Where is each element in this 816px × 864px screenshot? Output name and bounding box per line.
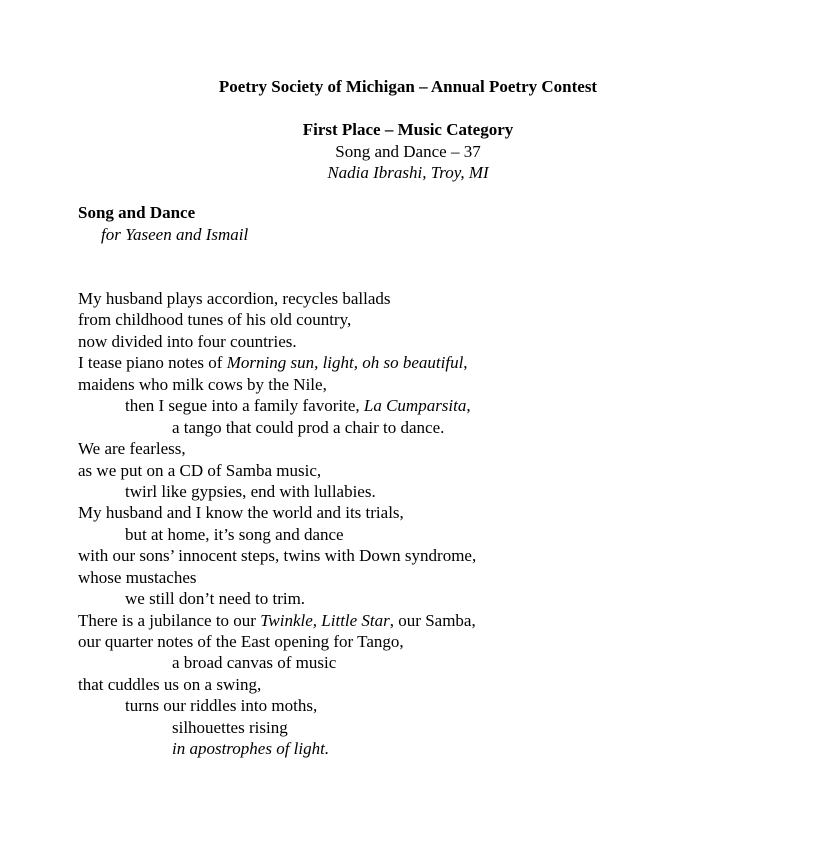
poem-line-text: but at home, it’s song and dance — [125, 524, 344, 544]
contest-heading: Poetry Society of Michigan – Annual Poetry Contest — [218, 77, 598, 96]
poem-line-text: that cuddles us on a swing, — [78, 674, 262, 694]
poem-line — [78, 652, 476, 673]
poem-line — [78, 438, 476, 459]
poem-line — [78, 417, 476, 438]
poem-line-text: now divided into four countries. — [78, 331, 297, 351]
poem-line — [78, 309, 476, 330]
poem-line-text: maidens who milk cows by the Nile, — [78, 374, 327, 394]
poem-line-italic-text: Twinkle, Little Star — [260, 610, 390, 630]
poem-line — [78, 695, 476, 716]
poem-line-text: a tango that could prod a chair to dance. — [172, 417, 445, 437]
award-place: First Place – Music Category — [302, 120, 514, 139]
poem-dedication: for Yaseen and Ismail — [101, 224, 249, 244]
poem-line — [78, 395, 476, 416]
poem-line-text: , — [463, 353, 468, 373]
poem-line — [78, 460, 476, 481]
poem-line-text: silhouettes rising — [172, 717, 288, 737]
poem-line-text: we still don’t need to trim. — [125, 589, 306, 609]
poem-line — [78, 610, 476, 631]
poem-line-text: from childhood tunes of his old country, — [78, 310, 352, 330]
poem-title: Song and Dance — [78, 203, 196, 222]
poem-line — [78, 374, 476, 395]
award-block — [0, 119, 816, 184]
poem-line-italic-text: in apostrophes of light. — [172, 739, 330, 759]
poem-line-text: a broad canvas of music — [172, 653, 337, 673]
award-author: Nadia Ibrashi, Troy, MI — [327, 163, 489, 182]
poem-line-text: There is a jubilance to our — [78, 610, 261, 630]
poem-line-text: , — [466, 396, 471, 416]
poem-line — [78, 588, 476, 609]
poem-line-italic-text: Morning sun, light, oh so beautiful — [226, 353, 464, 373]
poem-line — [78, 631, 476, 652]
poem-line-text: My husband and I know the world and its trials, — [78, 503, 404, 523]
poem-line — [78, 481, 476, 502]
poem-line — [78, 502, 476, 523]
poem-line-text: twirl like gypsies, end with lullabies. — [125, 481, 376, 501]
poem-line-text: our quarter notes of the East opening for Tango, — [78, 632, 404, 651]
poem-line-text: as we put on a CD of Samba music, — [78, 460, 322, 480]
poem-line — [78, 717, 476, 738]
poem-line-text: I tease piano notes of — [78, 353, 227, 373]
poem-line-text: whose mustaches — [78, 567, 197, 587]
award-entry: Song and Dance – 37 — [335, 141, 481, 161]
poem-line-text: with our sons’ innocent steps, twins with Down syndrome, — [78, 546, 477, 566]
poem-line — [78, 567, 476, 588]
poem-line — [78, 524, 476, 545]
poem-line — [78, 674, 476, 695]
poem-line — [78, 545, 476, 566]
poem-line-italic-text: La Cumparsita — [363, 396, 467, 416]
poem-line — [78, 288, 476, 309]
poem-line-text: My husband plays accordion, recycles ballads — [78, 289, 391, 308]
poem-line-text: then I segue into a family favorite, — [125, 396, 364, 416]
poem-line — [78, 352, 476, 373]
poem-line-text: turns our riddles into moths, — [125, 696, 318, 716]
poem-line-text: , our Samba, — [389, 610, 476, 630]
poem-line-text: We are fearless, — [78, 439, 186, 459]
poem-body — [78, 288, 476, 760]
poem-header — [78, 202, 248, 245]
poem-line — [78, 738, 476, 759]
poem-line — [78, 331, 476, 352]
